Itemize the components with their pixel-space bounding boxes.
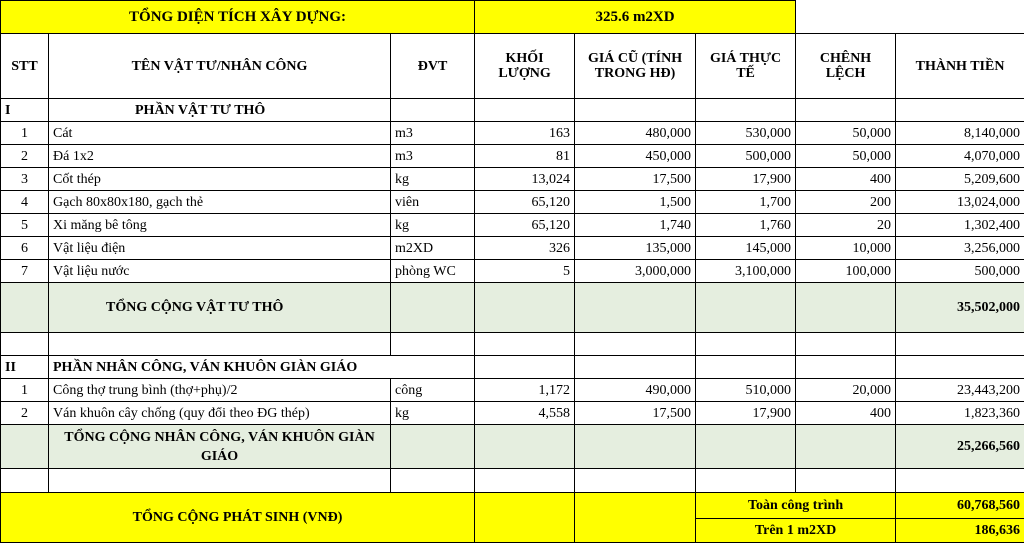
cell-diff: 10,000 <box>796 237 896 260</box>
table-row <box>1 122 1024 145</box>
cell-diff: 400 <box>796 168 896 191</box>
cell-old-price: 3,000,000 <box>575 260 696 283</box>
cell-real-price: 3,100,000 <box>696 260 796 283</box>
cell-real-price: 1,760 <box>696 214 796 237</box>
cell-unit: phòng WC <box>391 260 475 283</box>
cell-stt: 2 <box>1 145 49 168</box>
cell-total: 8,140,000 <box>896 122 1024 145</box>
cell-diff: 100,000 <box>796 260 896 283</box>
cell-real-price: 510,000 <box>696 379 796 402</box>
cell-name: Cát <box>49 122 391 145</box>
col-total: THÀNH TIỀN <box>896 34 1024 99</box>
cell-name: Cốt thép <box>49 168 391 191</box>
cell-diff: 50,000 <box>796 145 896 168</box>
cell-stt: 2 <box>1 402 49 425</box>
total-area-value: 325.6 m2XD <box>475 1 796 34</box>
cell-stt: 5 <box>1 214 49 237</box>
grand-label: TỔNG CỘNG PHÁT SINH (VNĐ) <box>1 493 475 543</box>
grand-total-value: 60,768,560 <box>896 493 1024 519</box>
cell-total: 4,070,000 <box>896 145 1024 168</box>
cell-total: 3,256,000 <box>896 237 1024 260</box>
total-area-label: TỔNG DIỆN TÍCH XÂY DỰNG: <box>1 1 475 34</box>
header-row <box>1 34 1024 99</box>
cell-name: Vật liệu điện <box>49 237 391 260</box>
cell-old-price: 480,000 <box>575 122 696 145</box>
cell-qty: 4,558 <box>475 402 575 425</box>
cell-unit: m3 <box>391 145 475 168</box>
cell-name: Gạch 80x80x180, gạch thẻ <box>49 191 391 214</box>
cell-old-price: 135,000 <box>575 237 696 260</box>
section-title: PHẦN VẬT TƯ THÔ <box>49 99 391 122</box>
section-title: PHẦN NHÂN CÔNG, VÁN KHUÔN GIÀN GIÁO <box>49 356 475 379</box>
cell-name: Xi măng bê tông <box>49 214 391 237</box>
table-row <box>1 191 1024 214</box>
cell-diff: 50,000 <box>796 122 896 145</box>
cell-old-price: 1,740 <box>575 214 696 237</box>
cell-real-price: 17,900 <box>696 168 796 191</box>
cell-name: Vật liệu nước <box>49 260 391 283</box>
cell-stt: 1 <box>1 122 49 145</box>
cell-old-price: 1,500 <box>575 191 696 214</box>
cell-qty: 5 <box>475 260 575 283</box>
table-row <box>1 237 1024 260</box>
cell-diff: 200 <box>796 191 896 214</box>
cell-total: 5,209,600 <box>896 168 1024 191</box>
cell-qty: 81 <box>475 145 575 168</box>
cell-name: Ván khuôn cây chống (quy đổi theo ĐG thép) <box>49 402 391 425</box>
subtotal-row <box>1 283 1024 333</box>
cell-unit: viên <box>391 191 475 214</box>
subtotal-label: TỔNG CỘNG VẬT TƯ THÔ <box>49 283 391 333</box>
cell-diff: 20 <box>796 214 896 237</box>
col-qty: KHỐI LƯỢNG <box>475 34 575 99</box>
col-old-price: GIÁ CŨ (TÍNH TRONG HĐ) <box>575 34 696 99</box>
col-diff: CHÊNH LỆCH <box>796 34 896 99</box>
subtotal-label: TỔNG CỘNG NHÂN CÔNG, VÁN KHUÔN GIÀN GIÁO <box>49 425 391 469</box>
cell-total: 1,823,360 <box>896 402 1024 425</box>
cell-unit: m2XD <box>391 237 475 260</box>
cell-unit: m3 <box>391 122 475 145</box>
col-stt: STT <box>1 34 49 99</box>
empty-row <box>1 469 1024 493</box>
table-row <box>1 260 1024 283</box>
cell-total: 500,000 <box>896 260 1024 283</box>
cell-qty: 326 <box>475 237 575 260</box>
cell-total: 23,443,200 <box>896 379 1024 402</box>
cell-real-price: 530,000 <box>696 122 796 145</box>
cell-diff: 20,000 <box>796 379 896 402</box>
cell-real-price: 17,900 <box>696 402 796 425</box>
cell-unit: kg <box>391 214 475 237</box>
cell-unit: kg <box>391 402 475 425</box>
table-row <box>1 379 1024 402</box>
section-row <box>1 356 1024 379</box>
empty-row <box>1 333 1024 356</box>
cell-total: 1,302,400 <box>896 214 1024 237</box>
cell-qty: 65,120 <box>475 191 575 214</box>
cell-real-price: 145,000 <box>696 237 796 260</box>
table-row <box>1 402 1024 425</box>
cell-total: 13,024,000 <box>896 191 1024 214</box>
cell-stt: 7 <box>1 260 49 283</box>
cell-old-price: 450,000 <box>575 145 696 168</box>
cell-old-price: 490,000 <box>575 379 696 402</box>
cell-stt: 6 <box>1 237 49 260</box>
col-real-price: GIÁ THỰC TẾ <box>696 34 796 99</box>
cell-unit: kg <box>391 168 475 191</box>
section-row <box>1 99 1024 122</box>
cell-qty: 65,120 <box>475 214 575 237</box>
section-roman: II <box>1 356 49 379</box>
section-roman: I <box>1 99 49 122</box>
col-name: TÊN VẬT TƯ/NHÂN CÔNG <box>49 34 391 99</box>
cell-real-price: 1,700 <box>696 191 796 214</box>
cell-old-price: 17,500 <box>575 168 696 191</box>
cell-stt: 1 <box>1 379 49 402</box>
cell-stt: 4 <box>1 191 49 214</box>
cell-diff: 400 <box>796 402 896 425</box>
cell-real-price: 500,000 <box>696 145 796 168</box>
per-m2-value: 186,636 <box>896 519 1024 543</box>
subtotal-value: 35,502,000 <box>896 283 1024 333</box>
col-unit: ĐVT <box>391 34 475 99</box>
cell-name: Đá 1x2 <box>49 145 391 168</box>
grand-total-row <box>1 493 1024 519</box>
cell-qty: 1,172 <box>475 379 575 402</box>
grand-total-label: Toàn công trình <box>696 493 896 519</box>
cell-stt: 3 <box>1 168 49 191</box>
subtotal-value: 25,266,560 <box>896 425 1024 469</box>
cell-old-price: 17,500 <box>575 402 696 425</box>
cell-qty: 163 <box>475 122 575 145</box>
title-row <box>1 1 1024 34</box>
table-row <box>1 214 1024 237</box>
subtotal-row <box>1 425 1024 469</box>
cell-unit: công <box>391 379 475 402</box>
per-m2-label: Trên 1 m2XD <box>696 519 896 543</box>
table-row <box>1 145 1024 168</box>
cell-qty: 13,024 <box>475 168 575 191</box>
table-row <box>1 168 1024 191</box>
cell-name: Công thợ trung bình (thợ+phụ)/2 <box>49 379 391 402</box>
